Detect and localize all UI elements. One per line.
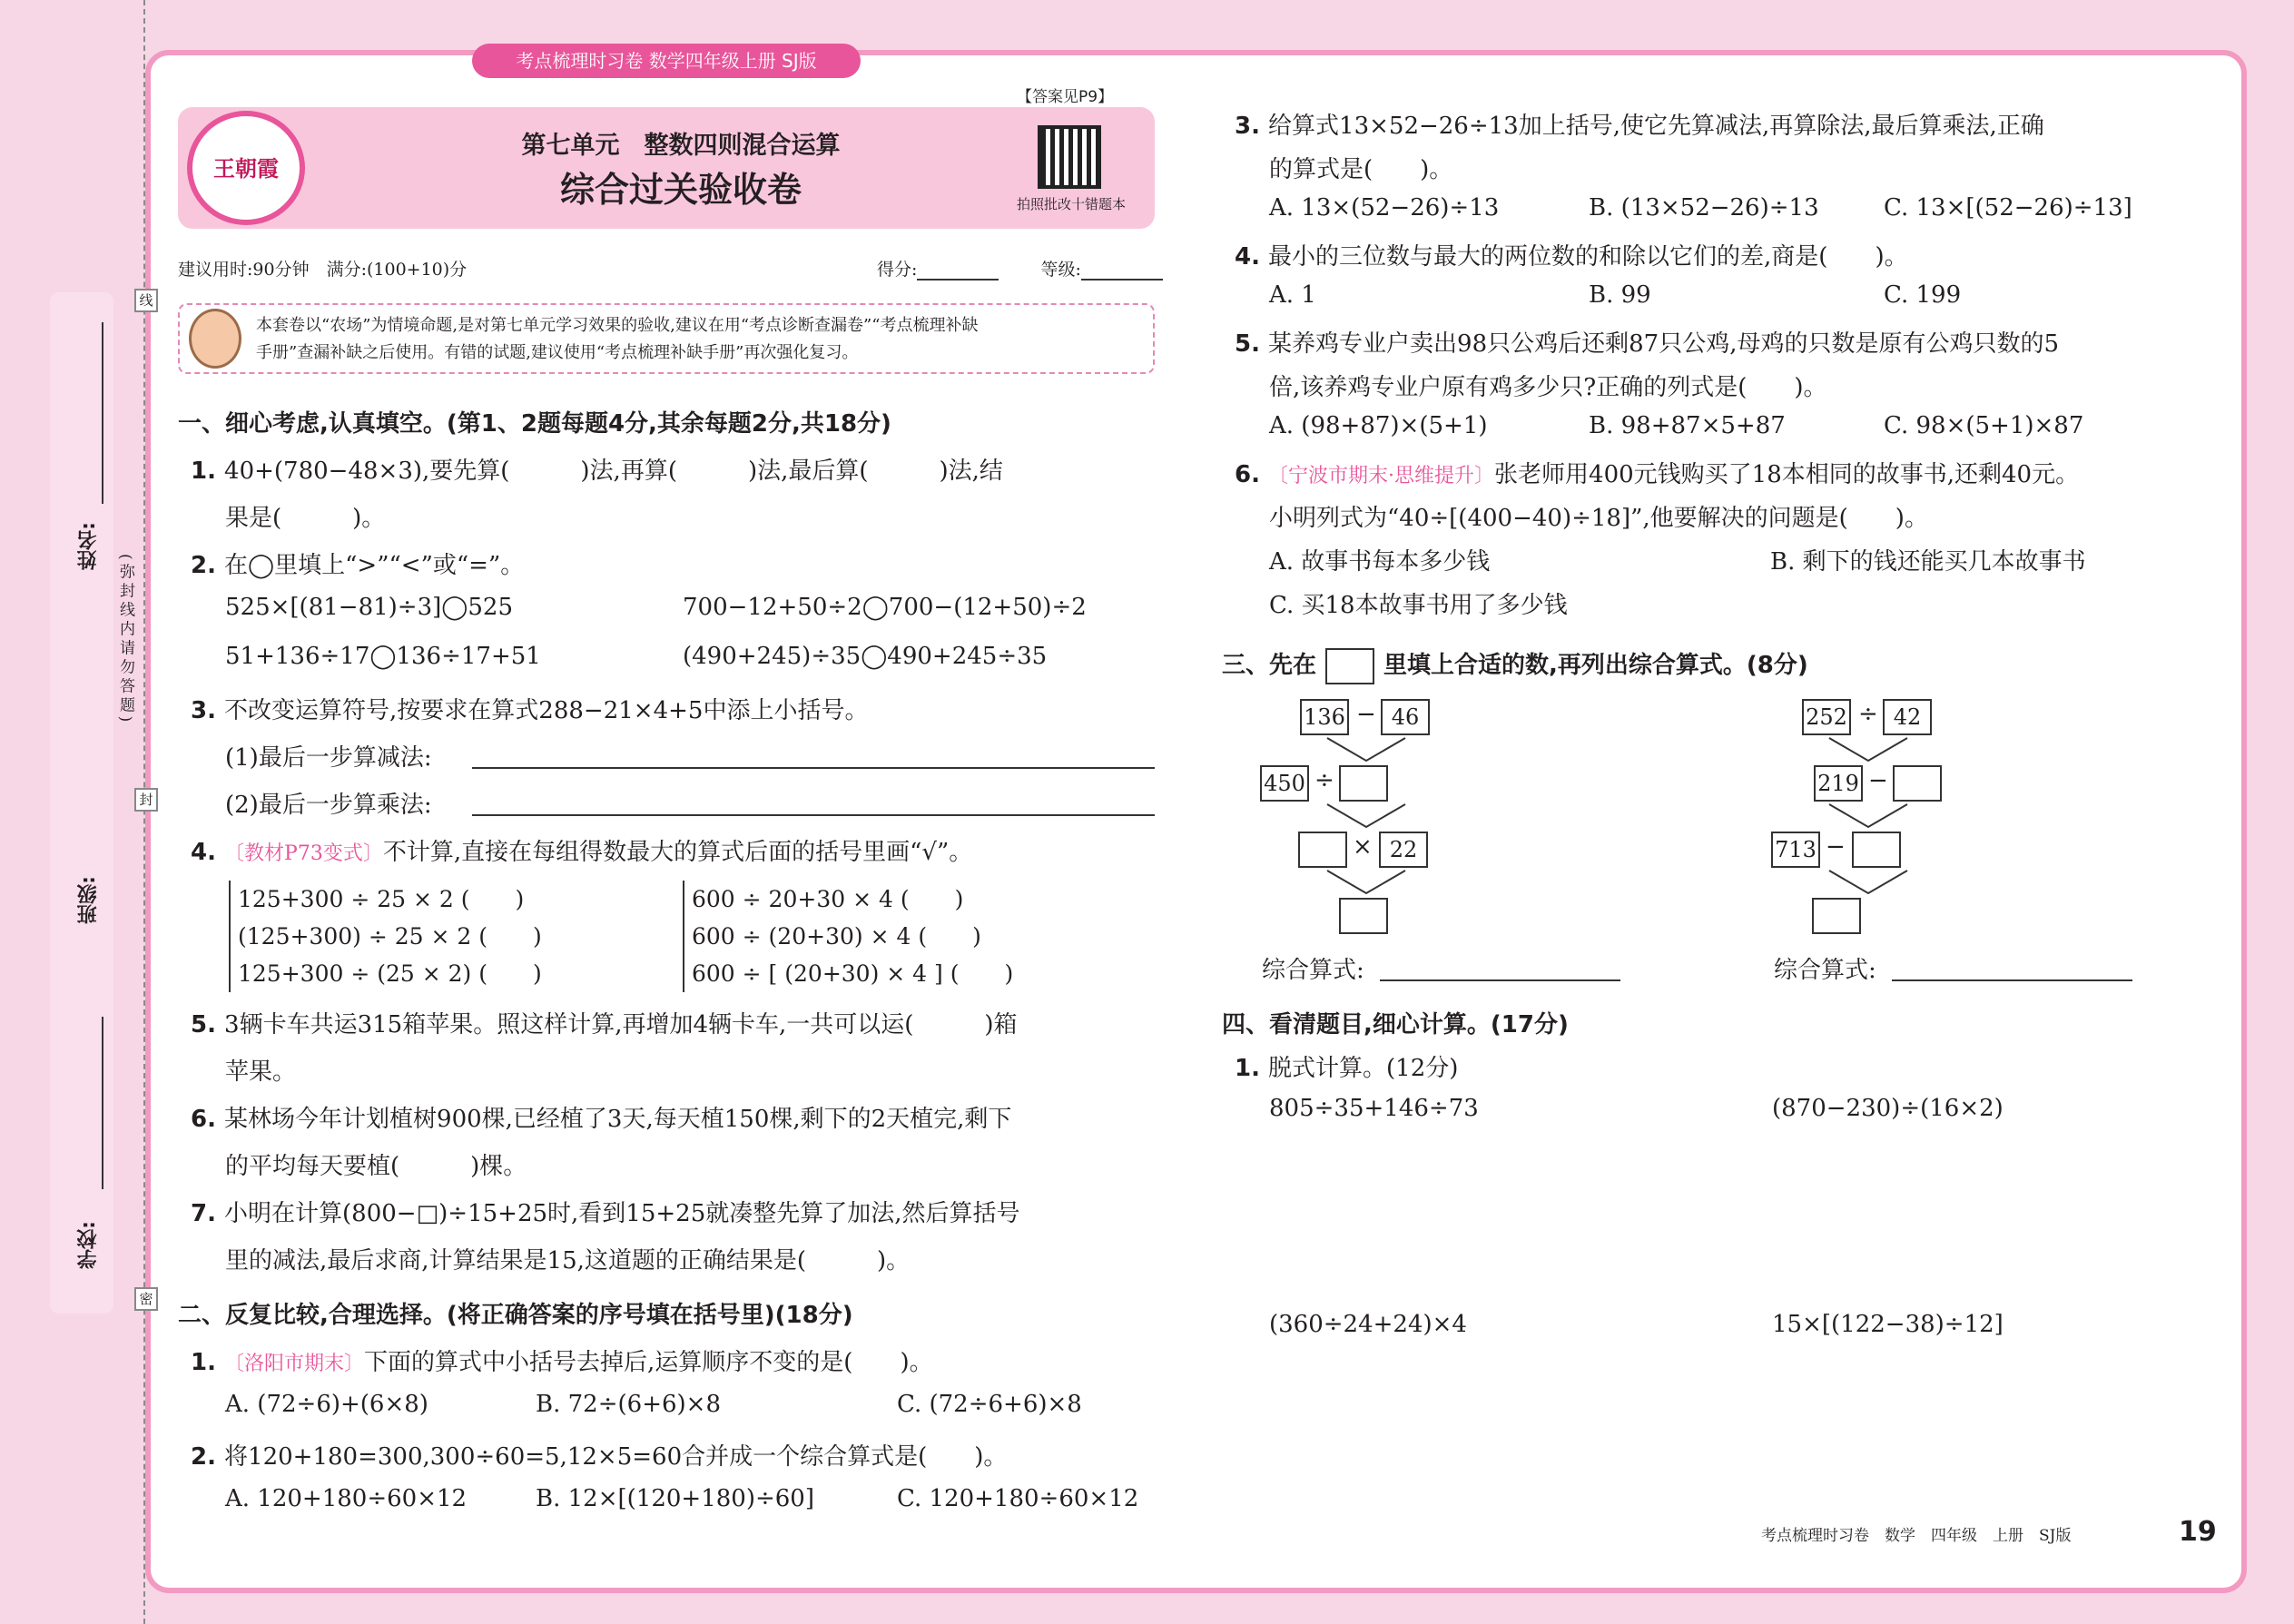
s2-q6-option-b: B. 剩下的钱还能买几本故事书: [1770, 548, 2086, 576]
s2-q3-line1: 3. 给算式13×52−26÷13加上括号,使它先算减法,再算除法,最后算乘法,正确: [1235, 113, 2044, 140]
qr-caption: 拍照批改十错题本: [1016, 196, 1126, 212]
seal-mark-secret: 密: [134, 1287, 158, 1311]
right-formula-label: 综合算式:: [1774, 957, 1876, 984]
s2-q5-option-c: C. 98×(5+1)×87: [1884, 412, 2084, 439]
q4-right-3: 600 ÷ [ (20+30) × 4 ] ( ): [692, 960, 1014, 987]
left-answer-box-2[interactable]: [1298, 832, 1347, 868]
s2-q4-option-c: C. 199: [1884, 281, 1962, 309]
score-label: 得分:: [877, 260, 918, 280]
page-number: 19: [2179, 1516, 2217, 1548]
s1-q4: 4. 〔教材P73变式〕不计算,直接在每组得数最大的算式后面的括号里画“√”。: [191, 839, 973, 866]
right-op-divide: ÷: [1858, 701, 1878, 728]
s2-q6-line2: 小明列式为“40÷[(400−40)÷18]”,他要解决的问题是( )。: [1269, 505, 1928, 532]
right-answer-box-1[interactable]: [1893, 765, 1942, 802]
left-answer-box-1[interactable]: [1339, 765, 1388, 802]
s2-q6-option-c: C. 买18本故事书用了多少钱: [1269, 592, 1568, 619]
s1-q3-part1: (1)最后一步算减法:: [225, 744, 432, 772]
s2-q1: 1. 〔洛阳市期末〕下面的算式中小括号去掉后,运算顺序不变的是( )。: [191, 1349, 933, 1376]
s1-q1-line2: 果是( )。: [225, 505, 386, 532]
right-answer-box-3[interactable]: [1812, 898, 1861, 934]
right-box-42: 42: [1883, 699, 1932, 735]
s2-q3-option-a: A. 13×(52−26)÷13: [1269, 194, 1500, 221]
left-box-136: 136: [1300, 699, 1349, 735]
grade-label: 等级:: [1040, 260, 1081, 280]
q4-right-1: 600 ÷ 20+30 × 4 ( ): [692, 886, 964, 912]
q4-left-1: 125+300 ÷ 25 × 2 ( ): [238, 886, 525, 912]
q4-right-2: 600 ÷ (20+30) × 4 ( ): [692, 923, 981, 950]
right-box-219: 219: [1814, 765, 1863, 802]
s2-q2-option-c: C. 120+180÷60×12: [897, 1485, 1139, 1512]
s2-q3-option-b: B. (13×52−26)÷13: [1589, 194, 1819, 221]
right-box-713: 713: [1771, 832, 1820, 868]
s1-q3: 3. 不改变运算符号,按要求在算式288−21×4+5中添上小括号。: [191, 697, 869, 724]
left-formula-line[interactable]: [1380, 979, 1620, 981]
s2-q2: 2. 将120+180=300,300÷60=5,12×5=60合并成一个综合算式是( )。: [191, 1443, 1008, 1471]
header-tab: 考点梳理时习卷 数学四年级上册 SJ版: [472, 44, 861, 78]
s1-q5-line1: 5. 3辆卡车共运315箱苹果。照这样计算,再增加4辆卡车,一共可以运( )箱: [191, 1011, 1018, 1038]
logo-text: 王朝霞: [213, 155, 279, 182]
left-op-multiply: ×: [1353, 833, 1373, 861]
calc-expr-1: 805÷35+146÷73: [1269, 1095, 1479, 1122]
left-op-divide: ÷: [1314, 767, 1334, 794]
calc-expr-2: (870−230)÷(16×2): [1772, 1095, 2004, 1122]
footer-text: 考点梳理时习卷 数学 四年级 上册 SJ版: [1761, 1527, 2072, 1545]
right-answer-box-2[interactable]: [1852, 832, 1901, 868]
left-formula-label: 综合算式:: [1262, 957, 1364, 984]
s1-q6-line2: 的平均每天要植( )棵。: [225, 1153, 527, 1180]
class-label: 班级:: [77, 876, 100, 924]
s2-q5-option-a: A. (98+87)×(5+1): [1269, 412, 1488, 439]
q4-left-2: (125+300) ÷ 25 × 2 ( ): [238, 923, 542, 950]
calc-expr-3: (360÷24+24)×4: [1269, 1311, 1467, 1338]
left-box-450: 450: [1260, 765, 1309, 802]
unit-title: 第七单元 整数四则混合运算: [521, 132, 841, 160]
q4-left-3: 125+300 ÷ (25 × 2) ( ): [238, 960, 542, 987]
left-op-minus: −: [1356, 701, 1376, 728]
s4-q1: 1. 脱式计算。(12分): [1235, 1055, 1459, 1082]
s2-q3-line2: 的算式是( )。: [1269, 156, 1453, 183]
s2-q2-option-b: B. 12×[(120+180)÷60]: [536, 1485, 814, 1512]
right-formula-line[interactable]: [1892, 979, 2132, 981]
school-label: 学校:: [77, 1221, 100, 1269]
section-1-title: 一、细心考虑,认真填空。(第1、2题每题4分,其余每题2分,共18分): [178, 410, 891, 438]
s2-q1-option-a: A. (72÷6)+(6×8): [225, 1391, 428, 1418]
s2-q6-option-a: A. 故事书每本多少钱: [1269, 548, 1491, 576]
right-op-minus-2: −: [1826, 833, 1846, 861]
page-title: 综合过关验收卷: [559, 170, 802, 210]
calc-expr-4: 15×[(122−38)÷12]: [1772, 1311, 2004, 1338]
name-label: 姓名:: [77, 522, 100, 570]
s1-q6-line1: 6. 某林场今年计划植树900棵,已经植了3天,每天植150棵,剩下的2天植完,剩下: [191, 1106, 1012, 1133]
intro-line-1: 本套卷以“农场”为情境命题,是对第七单元学习效果的验收,建议在用“考点诊断查漏卷”“考点梳理补缺: [256, 316, 979, 335]
s1-q2-item4: (490+245)÷35◯490+245÷35: [683, 643, 1048, 670]
s2-q3-option-c: C. 13×[(52−26)÷13]: [1884, 194, 2132, 221]
s2-q2-option-a: A. 120+180÷60×12: [225, 1485, 468, 1512]
s2-q4-option-b: B. 99: [1589, 281, 1651, 309]
s1-q1-line1: 1. 40+(780−48×3),要先算( )法,再算( )法,最后算( )法,结: [191, 458, 1003, 485]
s2-q4: 4. 最小的三位数与最大的两位数的和除以它们的差,商是( )。: [1235, 243, 1908, 271]
s1-q2-item2: 700−12+50÷2◯700−(12+50)÷2: [683, 594, 1087, 621]
s2-q5-line1: 5. 某养鸡专业户卖出98只公鸡后还剩87只公鸡,母鸡的只数是原有公鸡只数的5: [1235, 330, 2060, 358]
section-3-title: 三、先在 里填上合适的数,再列出综合算式。(8分): [1222, 646, 1808, 684]
seal-mark-seal: 封: [134, 788, 158, 812]
s1-q7-line1: 7. 小明在计算(800−□)÷15+25时,看到15+25就凑整先算了加法,然后算括号: [191, 1200, 1020, 1227]
left-box-22: 22: [1379, 832, 1428, 868]
right-op-minus: −: [1868, 767, 1888, 794]
left-box-46: 46: [1381, 699, 1430, 735]
s1-q3-part2: (2)最后一步算乘法:: [225, 792, 432, 819]
s2-q4-option-a: A. 1: [1269, 281, 1316, 309]
exam-time-info: 建议用时:90分钟 满分:(100+10)分: [178, 260, 468, 280]
section-4-title: 四、看清题目,细心计算。(17分): [1222, 1011, 1569, 1038]
s1-q2-item1: 525×[(81−81)÷3]◯525: [225, 594, 513, 621]
s2-q6-line1: 6. 〔宁波市期末·思维提升〕张老师用400元钱购买了18本相同的故事书,还剩40元。: [1235, 461, 2080, 488]
s2-q5-option-b: B. 98+87×5+87: [1589, 412, 1786, 439]
s2-q1-option-b: B. 72÷(6+6)×8: [536, 1391, 721, 1418]
right-box-252: 252: [1802, 699, 1851, 735]
s1-q2: 2. 在◯里填上“>”“<”或“=”。: [191, 552, 525, 579]
seal-mark-line: 线: [134, 289, 158, 312]
s1-q7-line2: 里的减法,最后求商,计算结果是15,这道题的正确结果是( )。: [225, 1247, 911, 1275]
answer-reference: 【答案见P9】: [1017, 88, 1114, 106]
intro-line-2: 手册”查漏补缺之后使用。有错的试题,建议使用“考点梳理补缺手册”再次强化复习。: [256, 343, 859, 362]
s1-q5-line2: 苹果。: [225, 1058, 297, 1086]
s1-q2-item3: 51+136÷17◯136÷17+51: [225, 643, 541, 670]
section-2-title: 二、反复比较,合理选择。(将正确答案的序号填在括号里)(18分): [178, 1302, 853, 1329]
left-answer-box-3[interactable]: [1339, 898, 1388, 934]
seal-line-note: (弥封线内请勿答题): [116, 554, 134, 726]
s2-q1-option-c: C. (72÷6+6)×8: [897, 1391, 1082, 1418]
s2-q5-line2: 倍,该养鸡专业户原有鸡多少只?正确的列式是( )。: [1269, 374, 1827, 401]
